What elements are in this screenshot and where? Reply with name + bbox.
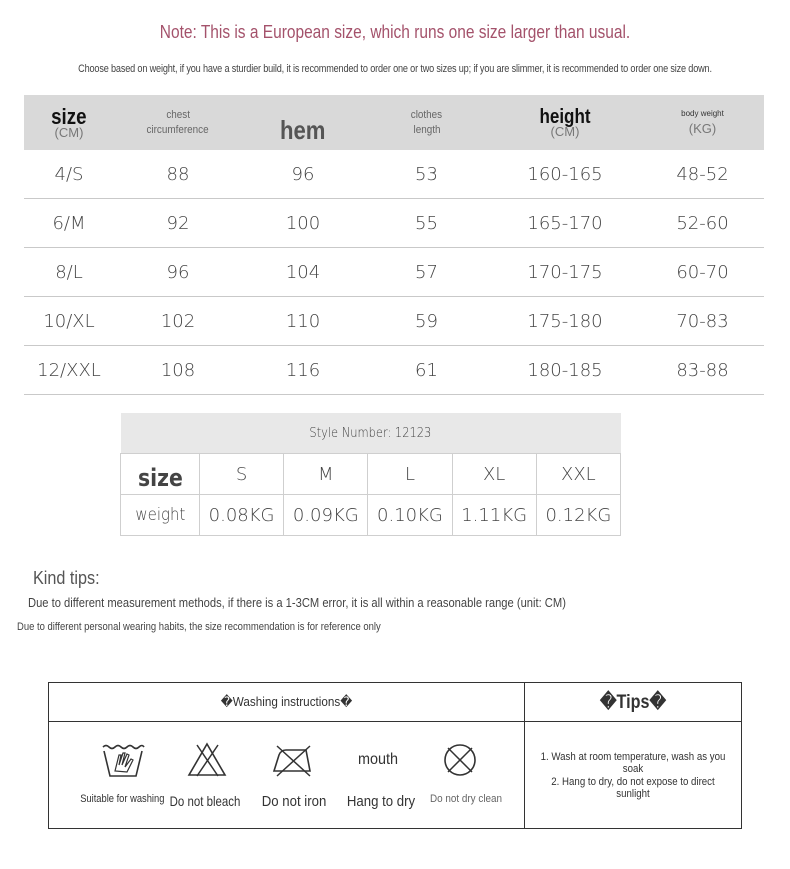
tip-item: 1. Wash at room temperature, wash as you soak xyxy=(540,751,726,775)
header-chest xyxy=(114,95,242,150)
cell-size: 12/XXL xyxy=(24,346,114,395)
weight-size-row xyxy=(121,454,621,495)
cell-chest: 88 xyxy=(114,150,242,199)
header-height xyxy=(489,95,641,150)
cell-chest: 102 xyxy=(114,297,242,346)
cell-length: 59 xyxy=(364,297,489,346)
kind-tips-line2: Due to different personal wearing habits, the size recommendation is for reference only xyxy=(17,621,381,633)
cell-size: 10/XL xyxy=(24,297,114,346)
cell-weight: 60-70 xyxy=(641,248,764,297)
header-chest-line1: chest xyxy=(166,108,190,121)
cell-height: 170-175 xyxy=(489,248,641,297)
cell-chest: 96 xyxy=(114,248,242,297)
header-hem-label: hem xyxy=(280,114,326,145)
header-size xyxy=(24,95,114,150)
cell-hem: 110 xyxy=(242,297,364,346)
header-weight-unit: (KG) xyxy=(688,121,717,136)
care-divider-horizontal xyxy=(49,721,741,722)
table-row xyxy=(24,248,764,297)
cell-hem: 96 xyxy=(242,150,364,199)
cell-hem: 100 xyxy=(242,199,364,248)
header-weight-label: body weight xyxy=(681,109,724,118)
no-iron-icon xyxy=(270,741,314,779)
no-dry-clean-icon xyxy=(438,741,482,779)
cell-weight: 48-52 xyxy=(641,150,764,199)
weight-value-cell: 0.10KG xyxy=(368,495,452,536)
weight-value-cell: 0.12KG xyxy=(536,495,620,536)
tips-title: �Tips� xyxy=(599,692,667,713)
header-length-line1: clothes xyxy=(410,108,443,121)
tip-item: 2. Hang to dry, do not expose to direct sunlight xyxy=(551,776,715,800)
size-advice: Choose based on weight, if you have a sturdier build, it is recommended to order one or two sizes up; if you are slimmer, it is recommended to order one size down. xyxy=(78,63,712,75)
cell-height: 165-170 xyxy=(489,199,641,248)
care-instructions-box xyxy=(48,682,742,829)
cell-weight: 52-60 xyxy=(641,199,764,248)
cell-size: 6/M xyxy=(24,199,114,248)
style-number-row xyxy=(121,413,621,454)
table-row xyxy=(24,346,764,395)
weight-size-cell: M xyxy=(284,454,368,495)
cell-size: 4/S xyxy=(24,150,114,199)
cell-height: 160-165 xyxy=(489,150,641,199)
cell-height: 175-180 xyxy=(489,297,641,346)
header-size-label: size xyxy=(51,104,87,129)
cell-weight: 70-83 xyxy=(641,297,764,346)
care-label-hand-wash: Suitable for washing xyxy=(80,793,165,805)
weight-value-cell: 0.09KG xyxy=(284,495,368,536)
style-number xyxy=(121,413,621,454)
hang-dry-icon: mouth xyxy=(357,751,399,768)
cell-weight: 83-88 xyxy=(641,346,764,395)
cell-chest: 108 xyxy=(114,346,242,395)
cell-length: 61 xyxy=(364,346,489,395)
cell-chest: 92 xyxy=(114,199,242,248)
header-length xyxy=(364,95,489,150)
cell-length: 55 xyxy=(364,199,489,248)
care-divider-vertical xyxy=(524,683,525,828)
weight-value-row xyxy=(121,495,621,536)
weight-label xyxy=(121,495,200,536)
weight-value-cell: 0.08KG xyxy=(200,495,284,536)
cell-size: 8/L xyxy=(24,248,114,297)
header-body-weight xyxy=(641,95,764,150)
kind-tips-line1: Due to different measurement methods, if there is a 1-3CM error, it is all within a reasonable range (unit: CM) xyxy=(28,595,566,610)
product-weight-table xyxy=(120,413,621,536)
weight-value-cell: 1.11KG xyxy=(452,495,536,536)
hand-wash-icon xyxy=(101,741,145,779)
no-bleach-icon xyxy=(185,741,229,779)
cell-length: 57 xyxy=(364,248,489,297)
table-row xyxy=(24,297,764,346)
care-label-hang-dry: Hang to dry xyxy=(346,793,416,810)
cell-hem: 116 xyxy=(242,346,364,395)
header-height-label: height xyxy=(539,106,591,128)
weight-label-text: weight xyxy=(135,505,185,525)
care-label-no-bleach: Do not bleach xyxy=(169,793,241,809)
weight-size-label-text: size xyxy=(137,464,183,492)
size-chart-header-row xyxy=(24,95,764,150)
header-size-unit: (CM) xyxy=(54,125,84,140)
style-number-text: Style Number: 12123 xyxy=(309,425,432,441)
cell-height: 180-185 xyxy=(489,346,641,395)
weight-size-cell: XL xyxy=(452,454,536,495)
header-length-line2: length xyxy=(412,123,440,136)
washing-instructions-title: �Washing instructions� xyxy=(220,694,353,709)
weight-size-cell: L xyxy=(368,454,452,495)
header-height-unit: (CM) xyxy=(550,124,580,139)
kind-tips-title: Kind tips: xyxy=(33,568,100,588)
weight-size-cell: S xyxy=(200,454,284,495)
weight-size-cell: XXL xyxy=(536,454,620,495)
care-label-no-dry-clean: Do not dry clean xyxy=(429,793,503,805)
size-note: Note: This is a European size, which runs one size larger than usual. xyxy=(159,22,631,42)
table-row xyxy=(24,150,764,199)
weight-size-label xyxy=(121,454,200,495)
table-row xyxy=(24,199,764,248)
care-label-no-iron: Do not iron xyxy=(261,793,327,810)
size-chart-table xyxy=(24,95,764,395)
cell-hem: 104 xyxy=(242,248,364,297)
cell-length: 53 xyxy=(364,150,489,199)
header-hem xyxy=(242,95,364,150)
header-chest-line2: circumference xyxy=(146,123,210,136)
